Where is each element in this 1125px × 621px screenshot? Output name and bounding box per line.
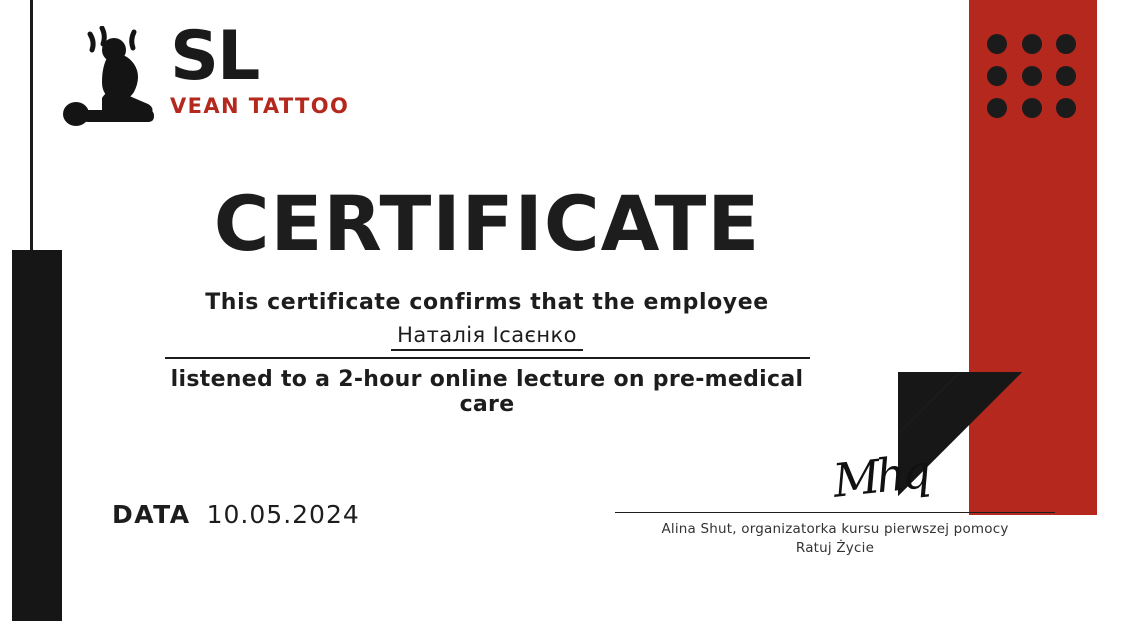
signature-block [615,440,1055,558]
brand-wordmark [170,17,350,118]
brand-name: SL [170,17,259,96]
brand-tagline: VEAN TATTOO [170,94,350,118]
signer-name: Alina Shut, organizatorka kursu pierwszej pomocy [661,521,1009,537]
cpr-figure-icon [62,26,166,126]
achievement-line-field [165,357,810,417]
certificate-body [62,180,912,417]
dot-icon [987,66,1007,86]
brand-logo [62,17,350,132]
dot-icon [1056,98,1076,118]
dot-icon [1056,66,1076,86]
dot-icon [1022,98,1042,118]
date-value: 10.05.2024 [206,500,360,529]
dot-icon [1022,34,1042,54]
date-label: DATA [112,500,191,529]
dot-icon [987,34,1007,54]
dot-icon [987,98,1007,118]
recipient-name-field [391,323,583,351]
page-title: CERTIFICATE [213,179,761,268]
signature-mark: Mhq [830,444,930,508]
date-row [112,500,360,529]
dot-icon [1022,66,1042,86]
recipient-name: Наталія Ісаєнко [397,323,577,347]
left-white-notch [0,250,12,621]
achievement-line: listened to a 2-hour online lecture on pre-medical care [170,367,804,417]
signer-organization: Ratuj Życie [795,540,875,556]
right-white-edge [1097,0,1125,621]
dot-icon [1056,34,1076,54]
dot-grid-decoration [987,34,1079,118]
intro-line: This certificate confirms that the employee [205,290,769,315]
